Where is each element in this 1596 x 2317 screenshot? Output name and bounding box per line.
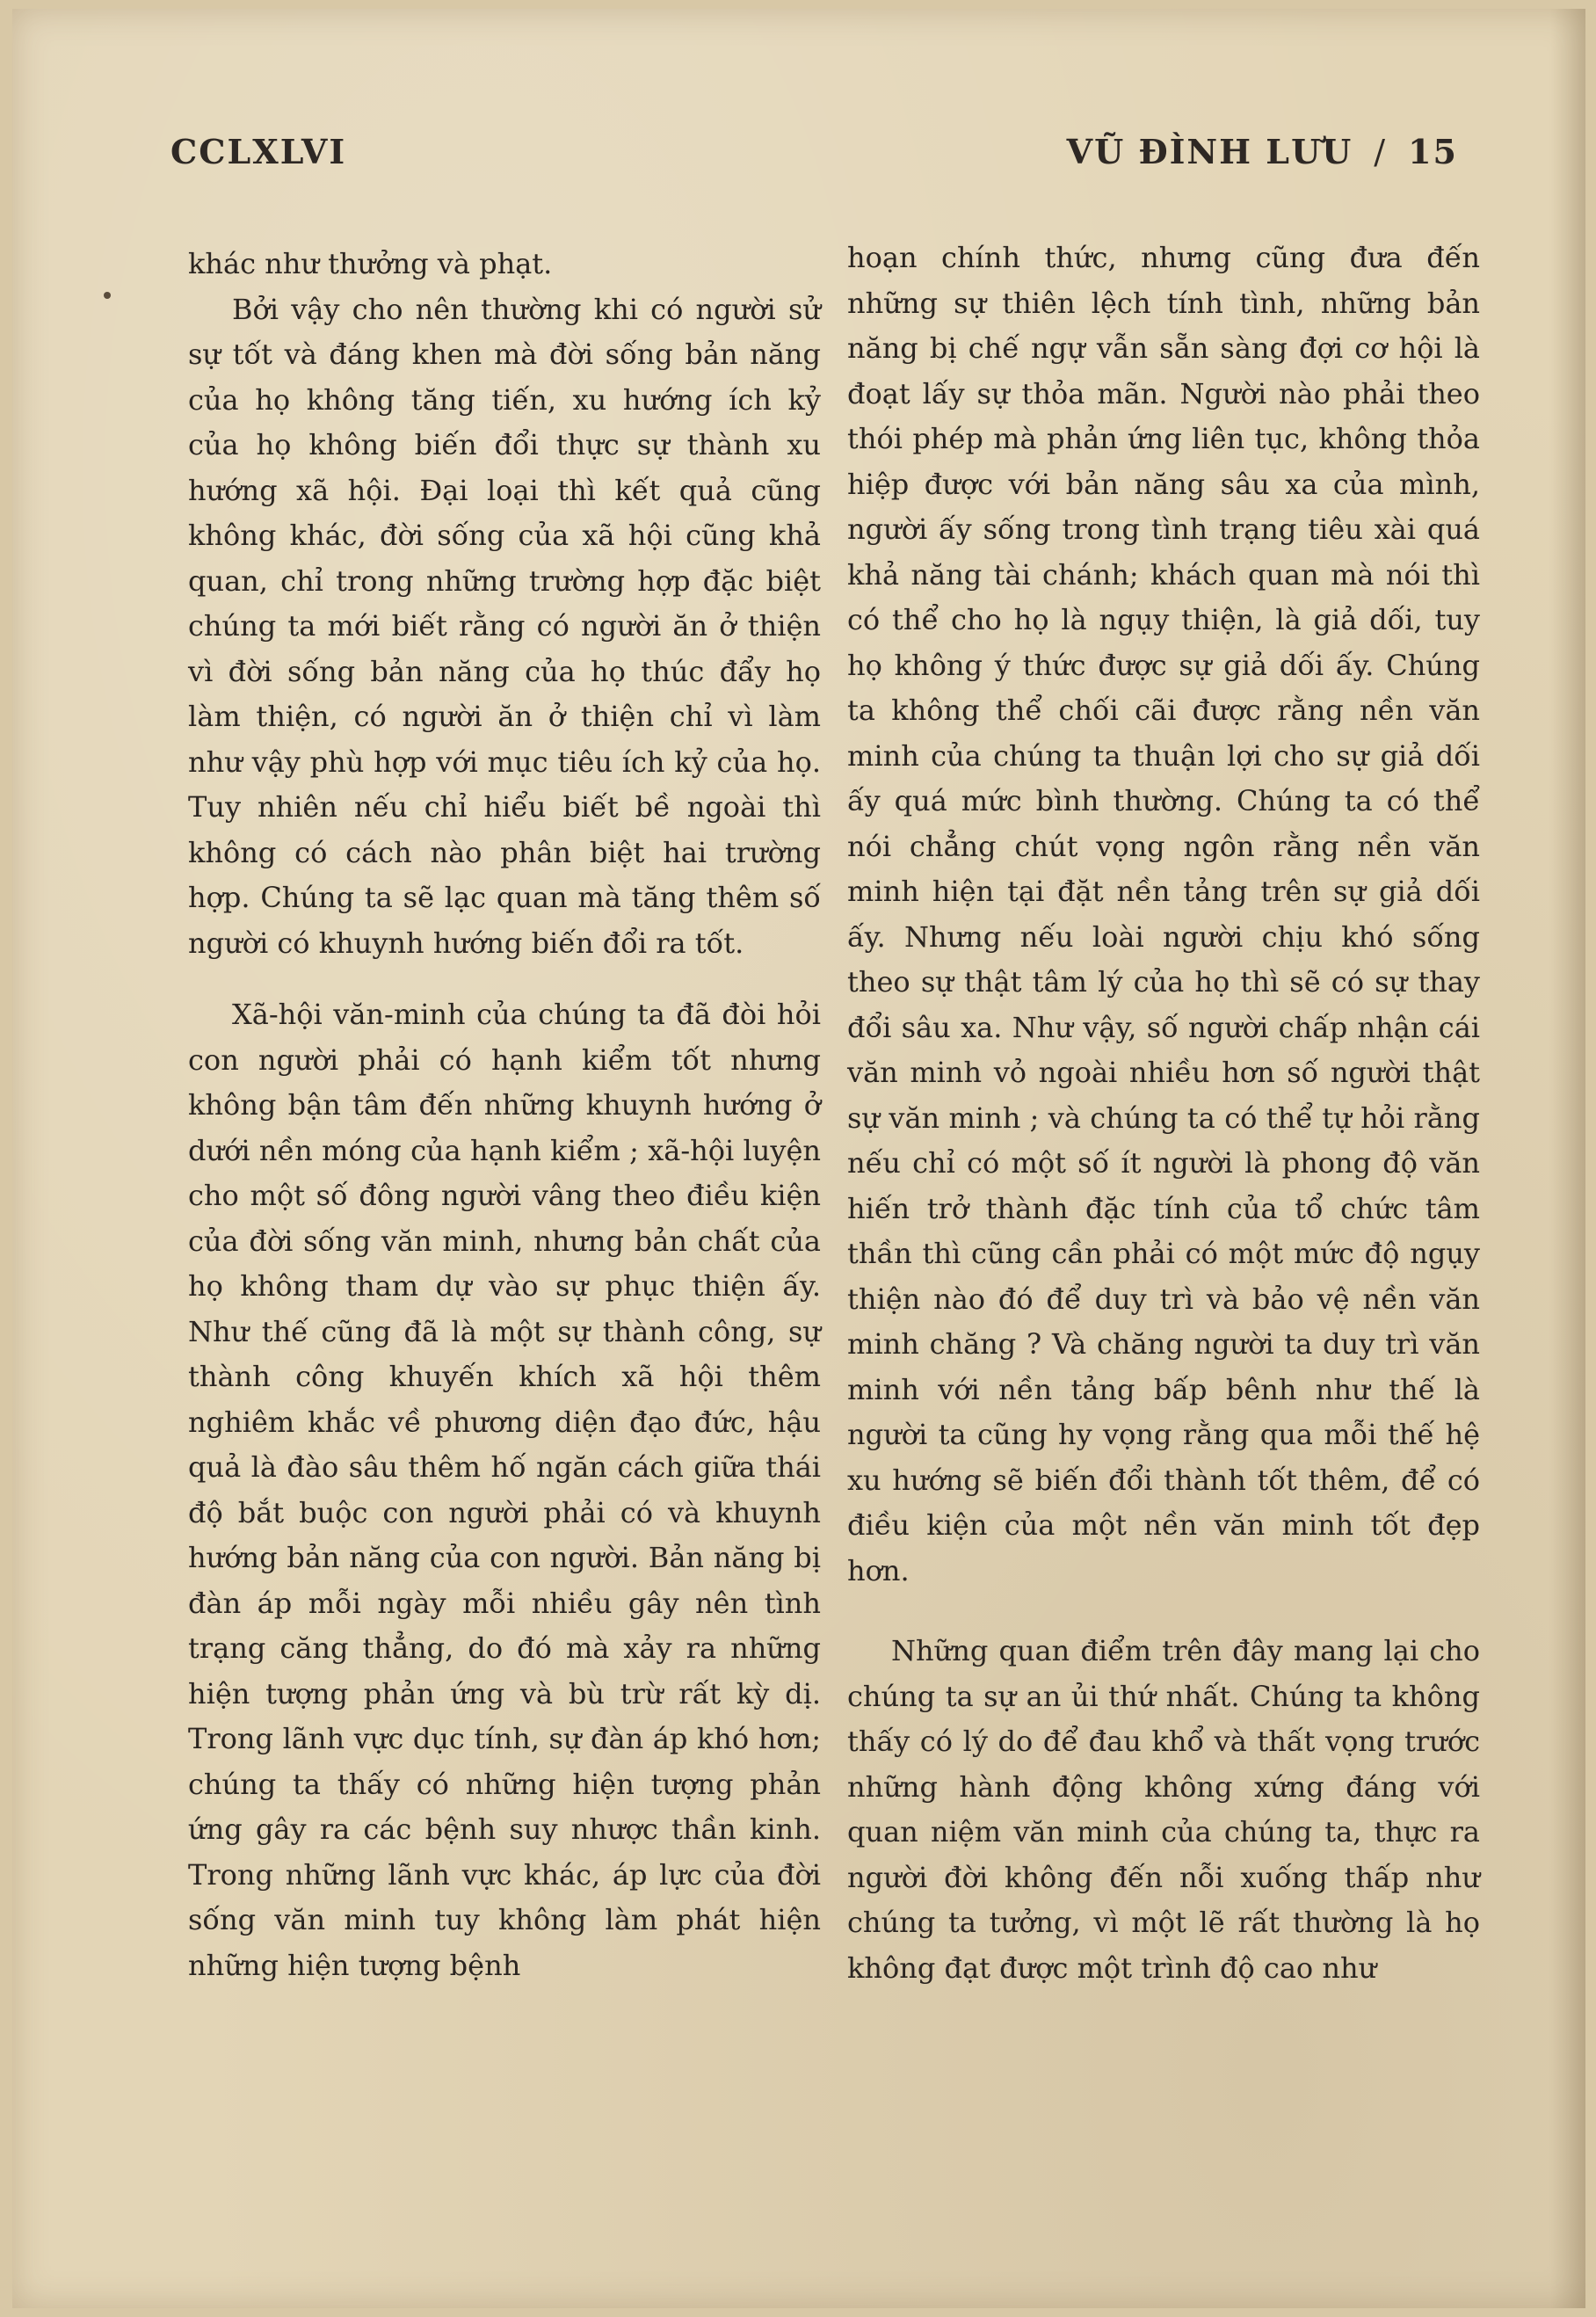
left-text-column xyxy=(188,242,821,1988)
book-page xyxy=(12,9,1585,2308)
paper-speck xyxy=(104,292,111,299)
paragraph-right-2: Những quan điểm trên đây mang lại cho chúng ta sự an ủi thứ nhất. Chúng ta không thấy có lý do để đau khổ và thất vọng trước những hành động không xứng đáng với quan niệm văn minh của chúng ta, thực ra người đời không đến nỗi xuống thấp như chúng ta tưởng, vì một lẽ rất thường là họ không đạt được một trình độ cao như xyxy=(847,1634,1480,1985)
header-separator: / xyxy=(1374,133,1388,171)
running-header xyxy=(170,132,1458,176)
paragraph-gap xyxy=(847,1594,1480,1629)
page-number: 15 xyxy=(1408,132,1458,171)
paragraph-gap xyxy=(188,966,821,992)
header-left-code: CCLXLVI xyxy=(170,132,347,171)
paragraph-left-2: Bởi vậy cho nên thường khi có người sử sự tốt và đáng khen mà đời sống bản năng của họ không tăng tiến, xu hướng ích kỷ của họ không biến đổi thực sự thành xu hướng xã hội. Đại loại thì kết quả cũng không khác, đời sống của xã hội cũng khả quan, chỉ trong những trường hợp đặc biệt chúng ta mới biết rằng có người ăn ở thiện vì đời sống bản năng của họ thúc đẩy họ làm thiện, có người ăn ở thiện chỉ vì làm như vậy phù hợp với mục tiêu ích kỷ của họ. Tuy nhiên nếu chỉ hiểu biết bề ngoài thì không có cách nào phân biệt hai trường hợp. Chúng ta sẽ lạc quan mà tăng thêm số người có khuynh hướng biến đổi ra tốt. xyxy=(188,292,821,960)
paragraph-right-1: hoạn chính thức, nhưng cũng đưa đến những sự thiên lệch tính tình, những bản năng bị chế ngự vẫn sẵn sàng đợi cơ hội là đoạt lấy sự thỏa mãn. Người nào phải theo thói phép mà phản ứng liên tục, không thỏa hiệp được với bản năng sâu xa của mình, người ấy sống trong tình trạng tiêu xài quá khả năng tài chánh; khách quan mà nói thì có thể cho họ là ngụy thiện, là giả dối, tuy họ không ý thức được sự giả dối ấy. Chúng ta không thể chối cãi được rằng nền văn minh của chúng ta thuận lợi cho sự giả dối ấy quá mức bình thường. Chúng ta có thể nói chẳng chút vọng ngôn rằng nền văn minh hiện tại đặt nền tảng trên sự giả dối ấy. Nhưng nếu loài người chịu khó sống theo sự thật tâm lý của họ thì sẽ có sự thay đổi sâu xa. Như vậy, số người chấp nhận cái văn minh vỏ ngoài nhiều hơn số người thật sự văn minh ; và chúng ta có thể tự hỏi rằng nếu chỉ có một số ít người là phong độ văn hiến trở thành đặc tính của tổ chức tâm thần thì cũng cần phải có một mức độ ngụy thiện nào đó để duy trì và bảo vệ nền văn minh chăng ? Và chăng người ta duy trì văn minh với nền tảng bấp bênh như thế là người ta cũng hy vọng rằng qua mỗi thế hệ xu hướng sẽ biến đổi thành tốt thêm, để có điều kiện của một nền văn minh tốt đẹp hơn. xyxy=(847,241,1480,1587)
paragraph-left-3: Xã-hội văn-minh của chúng ta đã đòi hỏi con người phải có hạnh kiểm tốt nhưng không bận tâm đến những khuynh hướng ở dưới nền móng của hạnh kiểm ; xã-hội luyện cho một số đông người vâng theo điều kiện của đời sống văn minh, nhưng bản chất của họ không tham dự vào sự phục thiện ấy. Như thế cũng đã là một sự thành công, sự thành công khuyến khích xã hội thêm nghiêm khắc về phương diện đạo đức, hậu quả là đào sâu thêm hố ngăn cách giữa thái độ bắt buộc con người phải có và khuynh hướng bản năng của con người. Bản năng bị đàn áp mỗi ngày mỗi nhiều gây nên tình trạng căng thẳng, do đó mà xảy ra những hiện tượng phản ứng và bù trừ rất kỳ dị. Trong lãnh vực dục tính, sự đàn áp khó hơn; chúng ta thấy có những hiện tượng phản ứng gây ra các bệnh suy nhược thần kinh. Trong những lãnh vực khác, áp lực của đời sống văn minh tuy không làm phát hiện những hiện tượng bệnh xyxy=(188,998,821,1982)
header-author: VŨ ĐÌNH LƯU xyxy=(1066,132,1353,171)
page-edge-shadow xyxy=(1550,9,1585,2308)
header-right xyxy=(1067,132,1458,171)
paragraph-left-1: khác như thưởng và phạt. xyxy=(188,247,553,280)
right-text-column xyxy=(847,236,1480,1991)
